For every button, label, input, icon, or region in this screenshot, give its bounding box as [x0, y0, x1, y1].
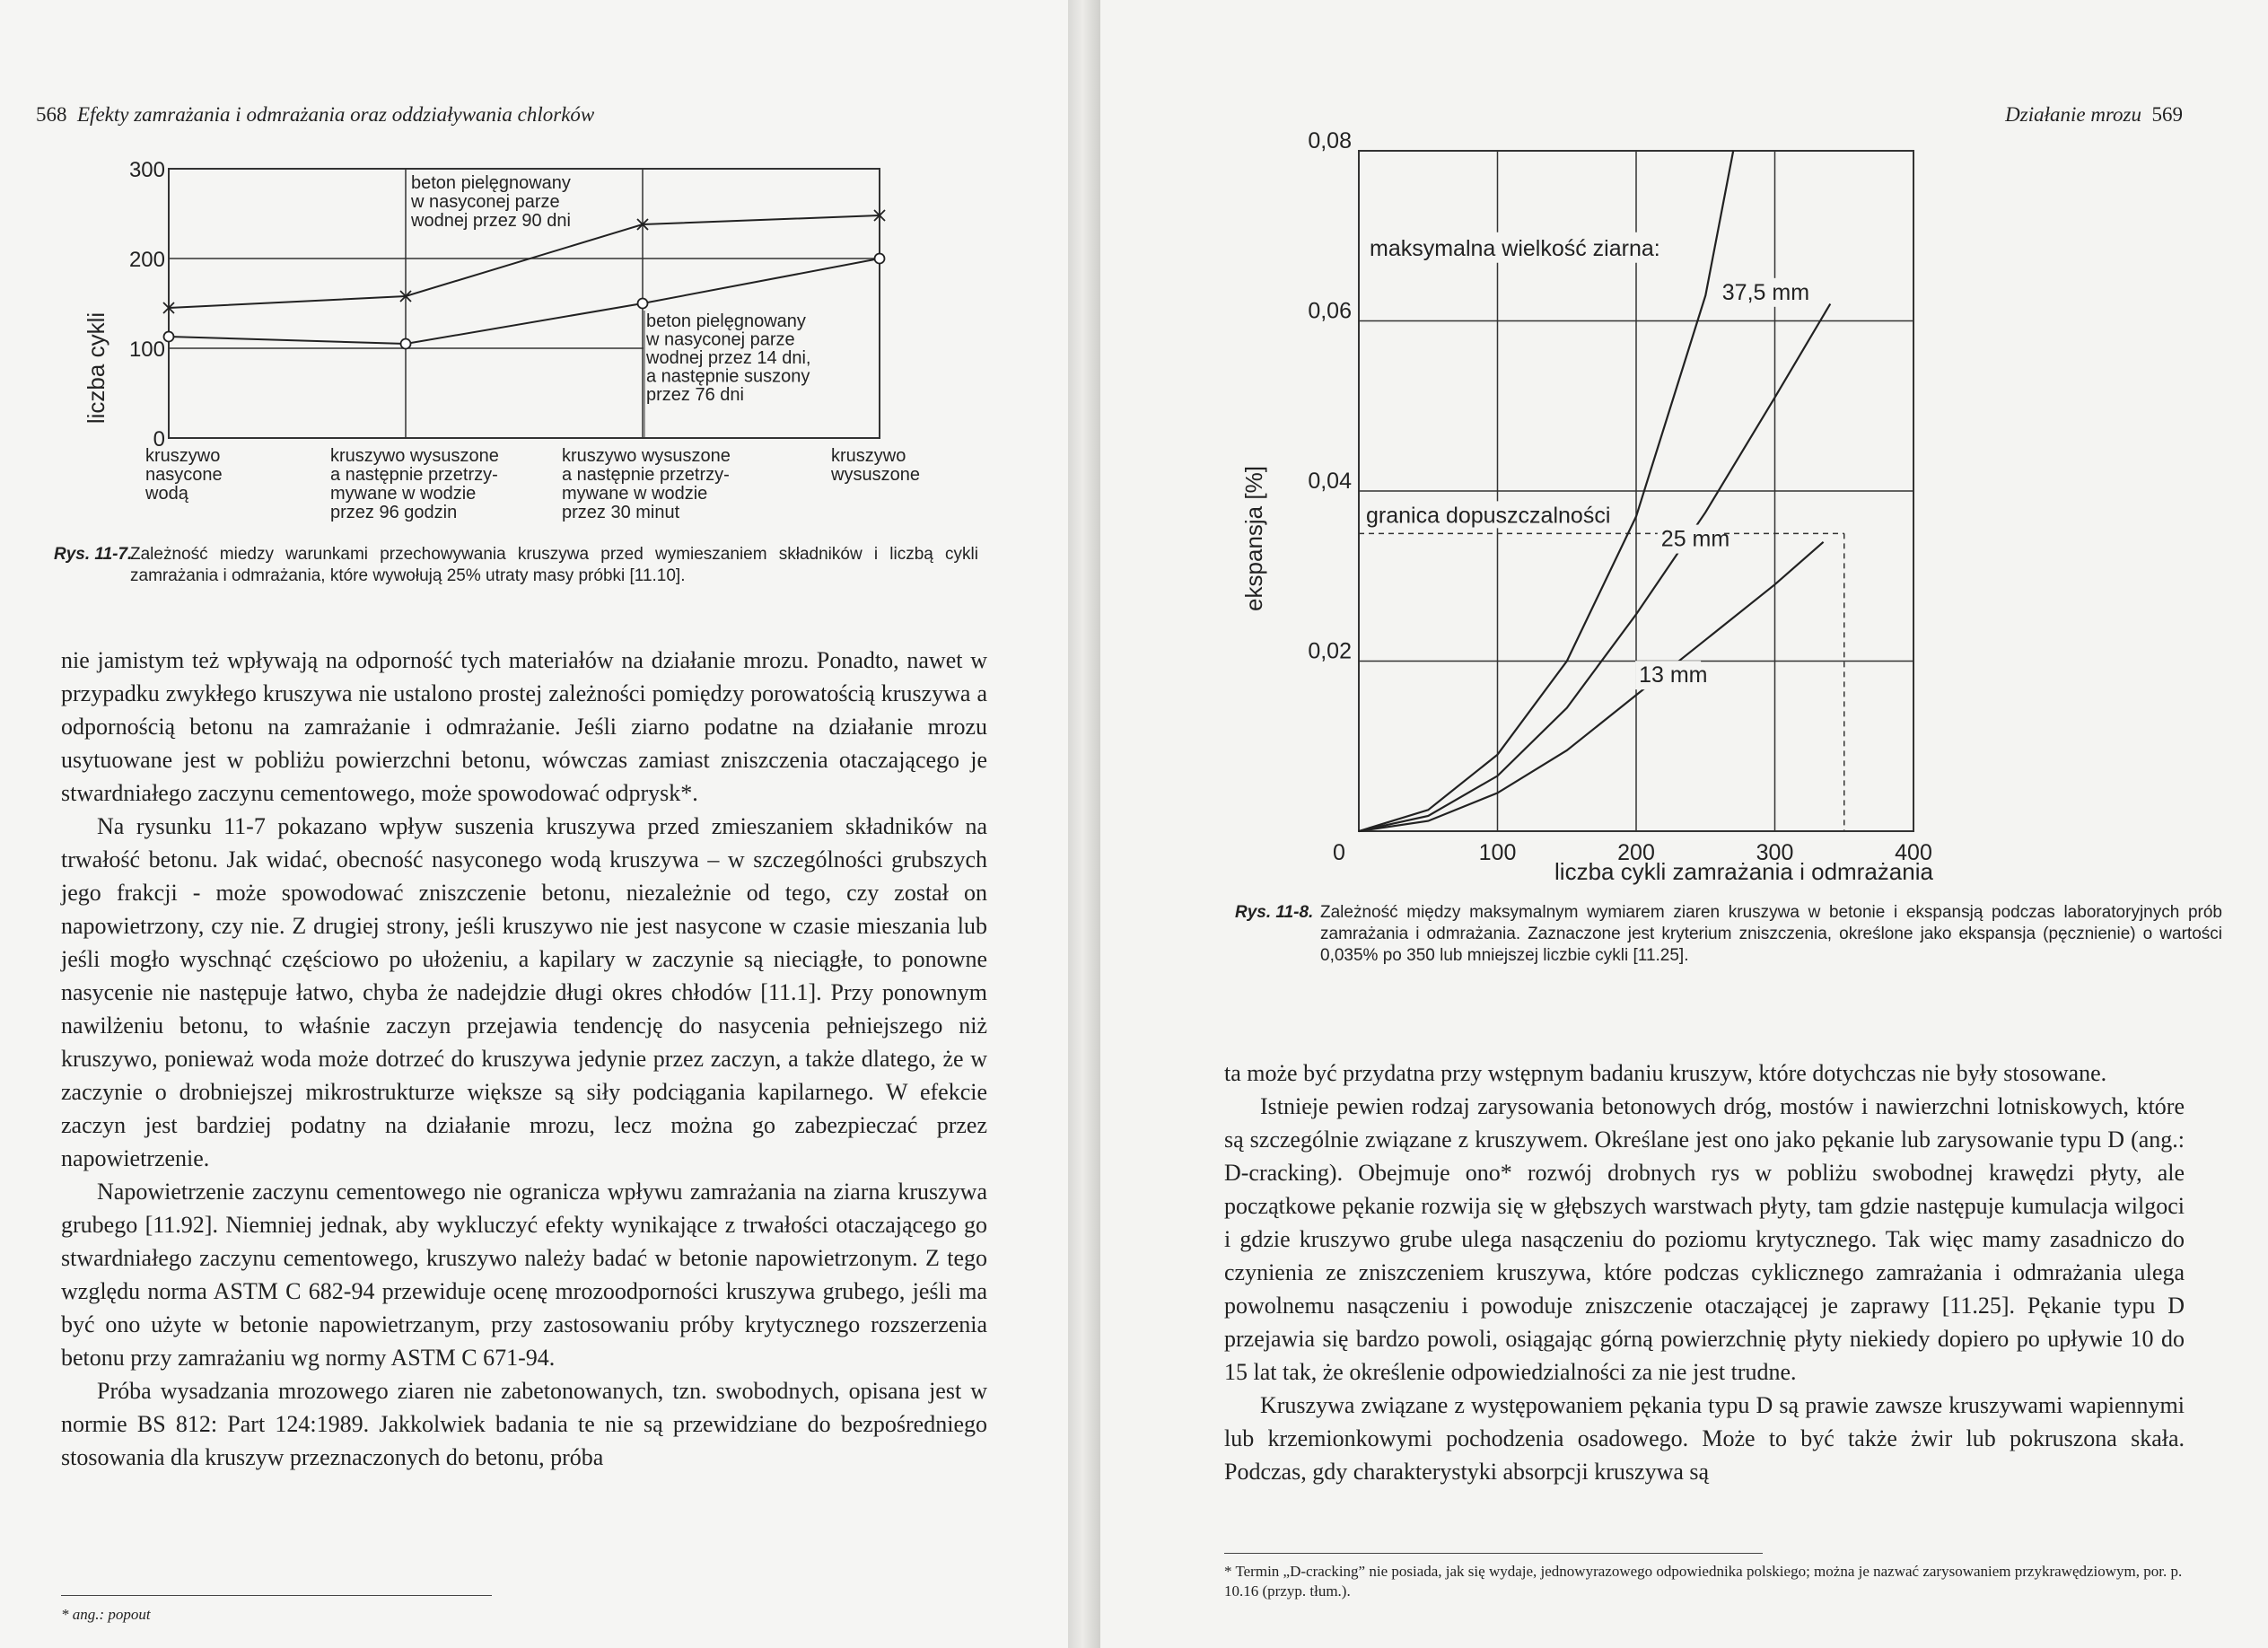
chart2-labels	[1308, 128, 1932, 865]
left-paragraph-2: Na rysunku 11-7 pokazano wpływ suszenia kruszywa przed zmieszaniem składników na trwałość betonu. Jak widać, obecność nasyconego wodą kruszywa – w szczególności grubszych jego frakcji - może spowodować zniszczenie betonu, niezależnie od tego, czy został on napowietrzony, czy nie. Z drugiej strony, jeśli kruszywo nie jest nasycone w czasie mieszania lub jeśli mogło wyschnąć częściowo po ułożeniu, a kapilary w zaczynie są nieciągłe, to ponowne nasycenie nie następuje łatwo, chyba że nadejdzie długi okres chłodów [11.1]. Przy ponownym nawilżeniu betonu, to właśnie zaczyn przejawia tendencję do nasycenia pełniejszego niż kruszywo, ponieważ woda może dotrzeć do kruszywa jedynie przez zaczyn, a także dlatego, że w zaczynie o drobniejszej mikrostrukturze większe są siły podciągania kapilarnego. W efekcie zaczyn jest bardziej podatny na działanie mrozu, lecz można go zabezpieczać przez napowietrzenie.	[61, 813, 987, 1171]
chart1-point-o	[875, 254, 885, 264]
right-page	[1100, 0, 2268, 1648]
left-footnote-rule	[61, 1595, 492, 1596]
chart2-series-line-2	[1359, 304, 1830, 832]
chart1-xlabels	[144, 446, 920, 522]
chart2-threshold	[1359, 501, 1844, 831]
figure-11-7-label: Rys. 11-7.	[54, 545, 133, 564]
figure-11-8-text: Zależność między maksymalnym wymiarem ziaren kruszywa w betonie i ekspansją podczas laboratoryjnych prób zamrażania i odmrażania. Zaznaczone jest kryterium zniszczenia, określone jako ekspansja (pęcznienie) o wartości 0,035% po 350 lub mniejszej liczbie cykli [11.25].	[1320, 903, 2222, 965]
chart1-ylabel: liczba cykli	[83, 311, 109, 425]
chart2-series-line-3	[1359, 542, 1824, 831]
chart2-ytick: 0,08	[1308, 128, 1352, 153]
right-paragraph-3: Kruszywa związane z występowaniem pękania typu D są prawie zawsze kruszywami wapiennymi lub krzemionkowymi pochodzenia osadowego. Może to być także żwir lub pokruszona skała. Podczas, gdy charakterystyki absorpcji kruszywa są	[1224, 1392, 2185, 1485]
figure-11-7-caption	[54, 544, 978, 616]
right-paragraph-2: Istnieje pewien rodzaj zarysowania betonowych dróg, mostów i nawierzchni lotniskowych, które są szczególnie związane z kruszywem. Określane jest ono jako pękanie lub zarysowanie typu D (ang.: D-cracking). Obejmuje ono* rozwój drobnych rys w pobliżu swobodnej krawędzi płyty, ale początkowe pękanie rozwija się w głębszych warstwach płyty, tam gdzie następuje kumulacja wilgoci i gdzie kruszywo grube ulega nasączeniu do poziomu krytycznego. Tak więc mamy zasadniczo do czynienia ze zniszczeniem kruszywa, które podczas cyklicznego zamrażania i odmrażania ulega powolnemu nasączeniu i powoduje zniszczenie otaczającej je zaprawy [11.25]. Pękanie typu D przejawia się bardzo powoli, osiągając górną powierzchnię płyty niekiedy dopiero po upływie 10 do 15 lat tak, że określenie odpowiedzialności za nie jest trudne.	[1224, 1093, 2185, 1385]
left-footnote: * ang.: popout	[61, 1606, 151, 1623]
chart1-annotation-2-line: beton pielęgnowany	[646, 311, 806, 331]
chart1-category-label: wodą	[145, 484, 188, 504]
chart1-point-o	[401, 339, 411, 349]
chart2-title: maksymalna wielkość ziarna:	[1370, 235, 1660, 261]
chart1-category-label: kruszywo wysuszone	[330, 446, 499, 466]
chart1-annotation-1-line: w nasyconej parze	[411, 192, 560, 212]
left-paragraph-1: nie jamistym też wpływają na odporność tych materiałów na działanie mrozu. Ponadto, nawet w przypadku zwykłego kruszywa nie ustalono prostej zależności pomiędzy porowatością kruszywa a odpornością betonu na zamrażanie i odmrażanie. Jeśli ziarno podatne na działanie mrozu usytuowane jest w pobliżu powierzchni betonu, wówczas zamiast zniszczenia otaczającego je stwardniałego zaczynu cementowego, może spowodować odprysk*.	[61, 647, 987, 806]
right-header-title: Działanie mrozu	[2005, 103, 2141, 126]
chart1-category-label: przez 30 minut	[562, 503, 680, 522]
right-body-text	[1224, 1056, 2185, 1488]
chart1-annotation-1-line: wodnej przez 90 dni	[411, 211, 571, 231]
right-running-header	[2005, 103, 2183, 127]
book-gutter	[1068, 0, 1100, 1648]
left-body-text	[61, 644, 987, 1474]
chart1-ytick: 300	[128, 158, 165, 182]
chart2-threshold-label: granica dopuszczalności	[1366, 503, 1611, 529]
chart1-yticks	[129, 158, 165, 451]
left-paragraph-3: Napowietrzenie zaczynu cementowego nie ogranicza wpływu zamrażania na ziarna kruszywa grubego [11.92]. Niemniej jednak, aby wykluczyć efekty wynikające z trwałości otaczającego go stwardniałego zaczynu cementowego, kruszywo należy badać w betonie napowietrzonym. Z tego względu norma ASTM C 682-94 przewiduje ocenę mrozoodporności kruszywa grubego, jeśli ma być ono użyte w betonie napowietrzanym, przy zastosowaniu próby krytycznego rozszerzenia betonu przy zamrażaniu wg normy ASTM C 671-94.	[61, 1179, 987, 1371]
right-footnote: * Termin „D-cracking” nie posiada, jak się wydaje, jednowyrazowego odpowiednika polskiego; można je nazwać zarysowaniem przykrawędziowym, por. p. 10.16 (przyp. tłum.).	[1224, 1563, 2183, 1600]
chart1-category-label: mywane w wodzie	[562, 484, 708, 504]
chart1-ytick: 100	[128, 337, 165, 362]
figure-11-8-label: Rys. 11-8.	[1235, 903, 1314, 922]
left-running-header	[36, 103, 594, 127]
chart2-xtick: 400	[1895, 840, 1932, 865]
chart1-category-label: mywane w wodzie	[330, 484, 477, 504]
chart1-category-label: nasycone	[145, 465, 223, 485]
left-paragraph-4: Próba wysadzania mrozowego ziaren nie zabetonowanych, tzn. swobodnych, opisana jest w normie BS 812: Part 124:1989. Jakkolwiek badania te nie są przewidziane do bezpośredniego stosowania dla kruszyw przeznaczonych do betonu, próba	[61, 1378, 987, 1470]
chart2-series-label: 13 mm	[1639, 662, 1708, 688]
chart2-series-label: 25 mm	[1660, 526, 1730, 552]
figure-11-7-text: Zależność miedzy warunkami przechowywania kruszywa przed wymieszaniem składników i liczbą cykli zamrażania i odmrażania, które wywołują 25% utraty masy próbki [11.10].	[130, 545, 978, 585]
chart1-category-label: kruszywo	[831, 446, 906, 466]
figure-11-7-chart	[36, 153, 987, 548]
chart2-ytick: 0,04	[1308, 469, 1352, 494]
right-paragraph-1: ta może być przydatna przy wstępnym badaniu kruszyw, które dotychczas nie były stosowane.	[1224, 1060, 2107, 1086]
chart1-ytick: 200	[128, 248, 165, 272]
chart1-annotation-2-line: wodnej przez 14 dni,	[646, 348, 811, 368]
chart2-xlabel: liczba cykli zamrażania i odmrażania	[1554, 858, 1933, 885]
chart1-point-o	[164, 332, 174, 342]
chart1-category-label: a następnie przetrzy-	[562, 465, 730, 485]
chart1-category-label: kruszywo wysuszone	[562, 446, 731, 466]
chart1-point-o	[638, 299, 648, 309]
chart1-category-label: wysuszone	[831, 465, 920, 485]
right-footnote-rule	[1224, 1553, 1763, 1554]
chart1-annotation-2-line: w nasyconej parze	[646, 329, 795, 350]
figure-11-8-caption	[1235, 902, 2222, 1001]
chart1-annotation-2-line: przez 76 dni	[646, 385, 744, 405]
right-page-number: 569	[2151, 103, 2183, 126]
left-header-title: Efekty zamrażania i odmrażania oraz oddziaływania chlorków	[77, 103, 595, 126]
chart1-annotation-2-line: a następnie suszony	[646, 366, 810, 387]
chart1-annotation-1-line: beton pielęgnowany	[411, 173, 571, 193]
chart2-ytick: 0,06	[1308, 298, 1352, 324]
chart2-ytick: 0,02	[1308, 638, 1352, 664]
left-page	[0, 0, 1068, 1648]
chart2-ylabel: ekspansja [%]	[1240, 466, 1267, 611]
chart2-series-label: 37,5 mm	[1721, 279, 1810, 305]
left-page-number: 568	[36, 103, 67, 126]
chart1-category-label: a następnie przetrzy-	[330, 465, 498, 485]
chart1-category-label: kruszywo	[145, 446, 221, 466]
chart1-ytick: 0	[153, 427, 165, 451]
chart2-xtick: 100	[1478, 840, 1517, 865]
figure-11-8-chart	[1240, 128, 2124, 898]
chart2-xtick: 0	[1333, 840, 1345, 865]
chart2-xtick: 200	[1617, 840, 1655, 865]
chart2-xtick: 300	[1756, 840, 1794, 865]
chart1-category-label: przez 96 godzin	[330, 503, 458, 522]
